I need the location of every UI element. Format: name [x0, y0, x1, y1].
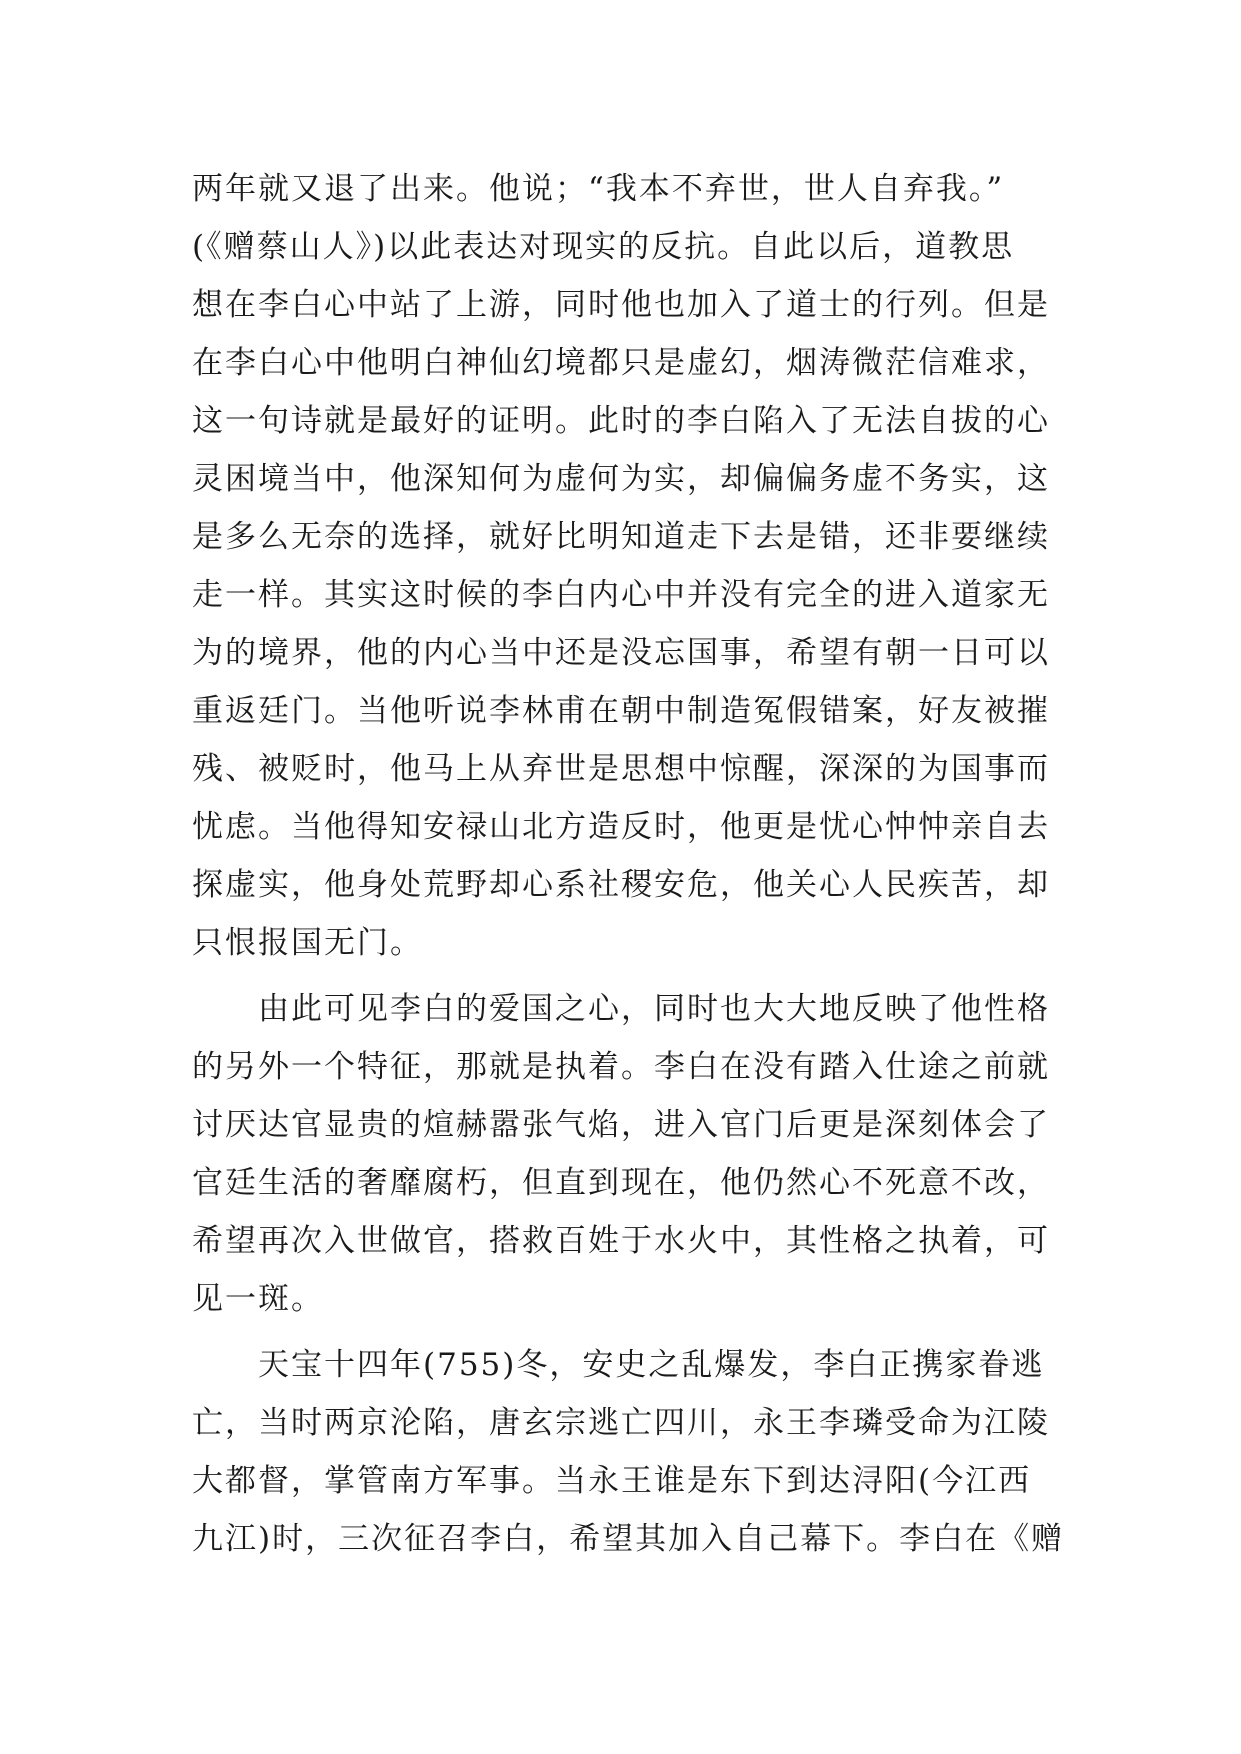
text-line: 重返廷门。当他听说李林甫在朝中制造冤假错案，好友被摧 [192, 693, 1050, 729]
text-line: 两年就又退了出来。他说；“我本不弃世，世人自弃我。” [192, 171, 1005, 207]
text-line: 天宝十四年(755)冬，安史之乱爆发，李白正携家眷逃 [258, 1347, 1045, 1383]
text-line: 九江)时，三次征召李白，希望其加入自己幕下。李白在《赠 [192, 1521, 1065, 1557]
text-line: 的另外一个特征，那就是执着。李白在没有踏入仕途之前就 [192, 1049, 1050, 1085]
body-text [192, 160, 1065, 1568]
paragraph [192, 980, 1052, 1328]
text-line: 为的境界，他的内心当中还是没忘国事，希望有朝一日可以 [192, 635, 1050, 671]
text-line: 大都督，掌管南方军事。当永王谁是东下到达浔阳(今江西 [192, 1463, 1032, 1499]
text-line: 由此可见李白的爱国之心，同时也大大地反映了他性格 [258, 991, 1050, 1027]
text-line: 灵困境当中，他深知何为虚何为实，却偏偏务虚不务实，这 [192, 461, 1050, 497]
text-line: 这一句诗就是最好的证明。此时的李白陷入了无法自拔的心 [192, 403, 1050, 439]
text-line: 亡，当时两京沦陷，唐玄宗逃亡四川，永王李璘受命为江陵 [192, 1405, 1050, 1441]
text-line: 想在李白心中站了上游，同时他也加入了道士的行列。但是 [192, 287, 1050, 323]
text-line: 是多么无奈的选择，就好比明知道走下去是错，还非要继续 [192, 519, 1050, 555]
paragraph-gap [192, 1328, 1052, 1336]
text-line: 忧虑。当他得知安禄山北方造反时，他更是忧心忡忡亲自去 [192, 809, 1050, 845]
text-line: 只恨报国无门。 [192, 925, 423, 961]
text-line: 见一斑。 [192, 1281, 324, 1317]
text-line: 讨厌达官显贵的煊赫嚣张气焰，进入官门后更是深刻体会了 [192, 1107, 1050, 1143]
text-line: (《赠蔡山人》)以此表达对现实的反抗。自此以后，道教思 [192, 229, 1015, 265]
text-line: 希望再次入世做官，搭救百姓于水火中，其性格之执着，可 [192, 1223, 1050, 1259]
text-line: 探虚实，他身处荒野却心系社稷安危，他关心人民疾苦，却 [192, 867, 1050, 903]
text-line: 在李白心中他明白神仙幻境都只是虚幻，烟涛微茫信难求， [192, 345, 1050, 381]
text-line: 官廷生活的奢靡腐朽，但直到现在，他仍然心不死意不改， [192, 1165, 1050, 1201]
paragraph [192, 160, 1052, 972]
paragraph [192, 1336, 1065, 1568]
paragraph-gap [192, 972, 1052, 980]
text-line: 残、被贬时，他马上从弃世是思想中惊醒，深深的为国事而 [192, 751, 1050, 787]
text-line: 走一样。其实这时候的李白内心中并没有完全的进入道家无 [192, 577, 1050, 613]
